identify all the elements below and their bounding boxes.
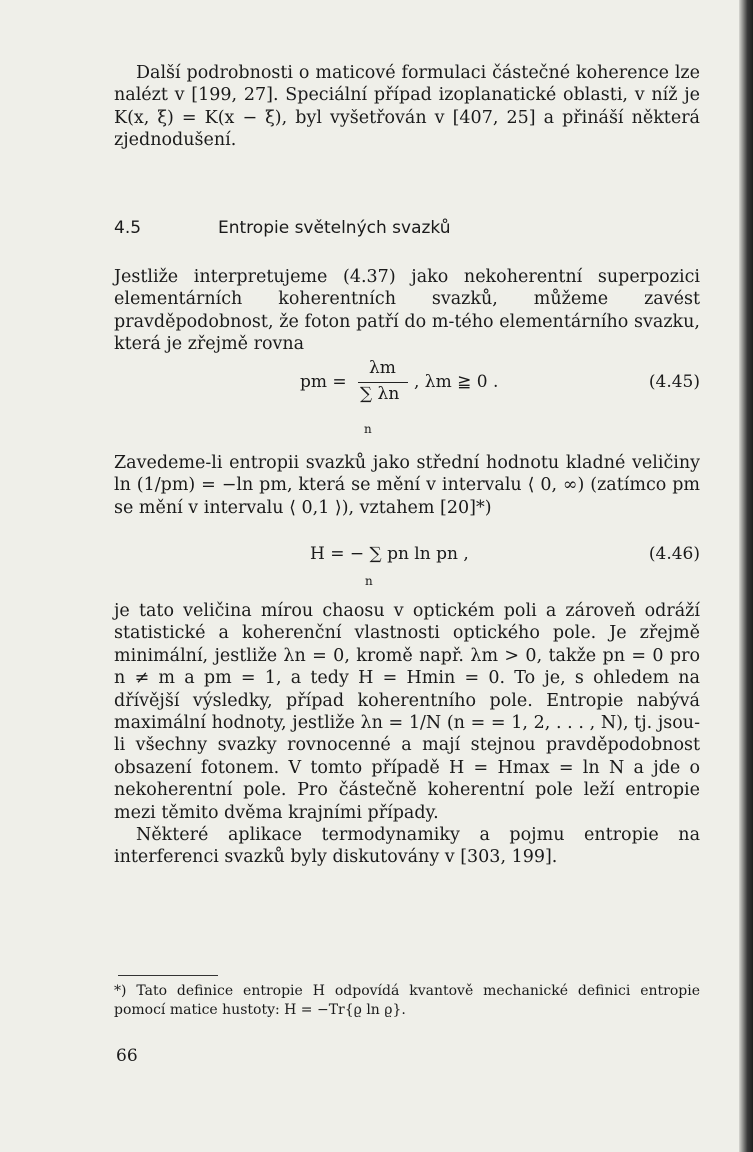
page-edge-shadow	[739, 0, 753, 1152]
equation-4-46	[114, 536, 700, 592]
eq446-sum-index: n	[365, 574, 373, 588]
eq445-sum-index: n	[364, 422, 372, 436]
eq445-denominator: ∑ λn	[360, 384, 400, 404]
eq445-label: (4.45)	[648, 372, 700, 392]
section-number: 4.5	[114, 218, 142, 238]
page-number: 66	[116, 1046, 138, 1066]
eq445-condition: , λm ≧ 0 .	[414, 372, 499, 392]
intro-block	[114, 62, 700, 152]
paragraph-block-1	[114, 266, 700, 356]
eq446-expression: H = − ∑ pn ln pn ,	[310, 544, 469, 564]
eq445-lhs: pm =	[300, 372, 347, 392]
paragraph-3: je tato veličina mírou chaosu v optickém poli a zároveň odráží statistické a koherenční vlastnosti optického pole. Je zřejmě minimální, jestliže λn = 0, kromě např. λm > 0, takže pn = 0 pro n ≠ m a pm = 1, a tedy H = Hmin = 0. To je, s ohledem na dřívější výsledky, případ koherentního pole. Entropie nabývá maximální hodnoty, jestliže λn = 1/N (n = = 1, 2, . . . , N), tj. jsou-li všechny svazky rovnocenné a mají stejnou pravděpodobnost obsazení fotonem. V tomto případě H = Hmax = ln N a jde o nekoherentní pole. Pro částečně koherentní pole leží entropie mezi těmito dvěma krajními případy.	[114, 601, 700, 823]
footnote-rule	[118, 975, 218, 976]
intro-paragraph: Další podrobnosti o maticové formulaci částečné koherence lze nalézt v [199, 27]. Speciální případ izoplanatické oblasti, v níž je K(x, ξ) = K(x − ξ), byl vyšetřován v [407, 25] a přináší některá zjednodušení.	[114, 63, 700, 151]
footnote: *) Tato definice entropie H odpovídá kvantově mechanické definici entropie pomocí matice hustoty: H = −Tr{ϱ ln ϱ}.	[114, 983, 700, 1018]
paragraph-2: Zavedeme-li entropii svazků jako střední hodnotu kladné veličiny ln (1/pm) = −ln pm, která se mění v intervalu ⟨ 0, ∞) (zatímco pm se mění v intervalu ⟨ 0,1 ⟩), vztahem [20]*)	[114, 453, 700, 518]
eq445-numerator: λm	[369, 358, 396, 378]
paragraph-block-2	[114, 452, 700, 519]
eq446-label: (4.46)	[648, 544, 700, 564]
eq445-fraction-bar	[358, 382, 408, 383]
equation-4-45	[114, 358, 700, 442]
paragraph-4: Některé aplikace termodynamiky a pojmu entropie na interferenci svazků byly diskutovány v [303, 199].	[114, 825, 700, 868]
section-title: Entropie světelných svazků	[218, 218, 451, 238]
section-heading	[114, 218, 700, 238]
paragraph-1: Jestliže interpretujeme (4.37) jako nekoherentní superpozici elementárních koherentních svazků, můžeme zavést pravděpodobnost, že foton patří do m-tého elementárního svazku, která je zřejmě rovna	[114, 267, 700, 355]
paragraph-block-3	[114, 600, 700, 869]
